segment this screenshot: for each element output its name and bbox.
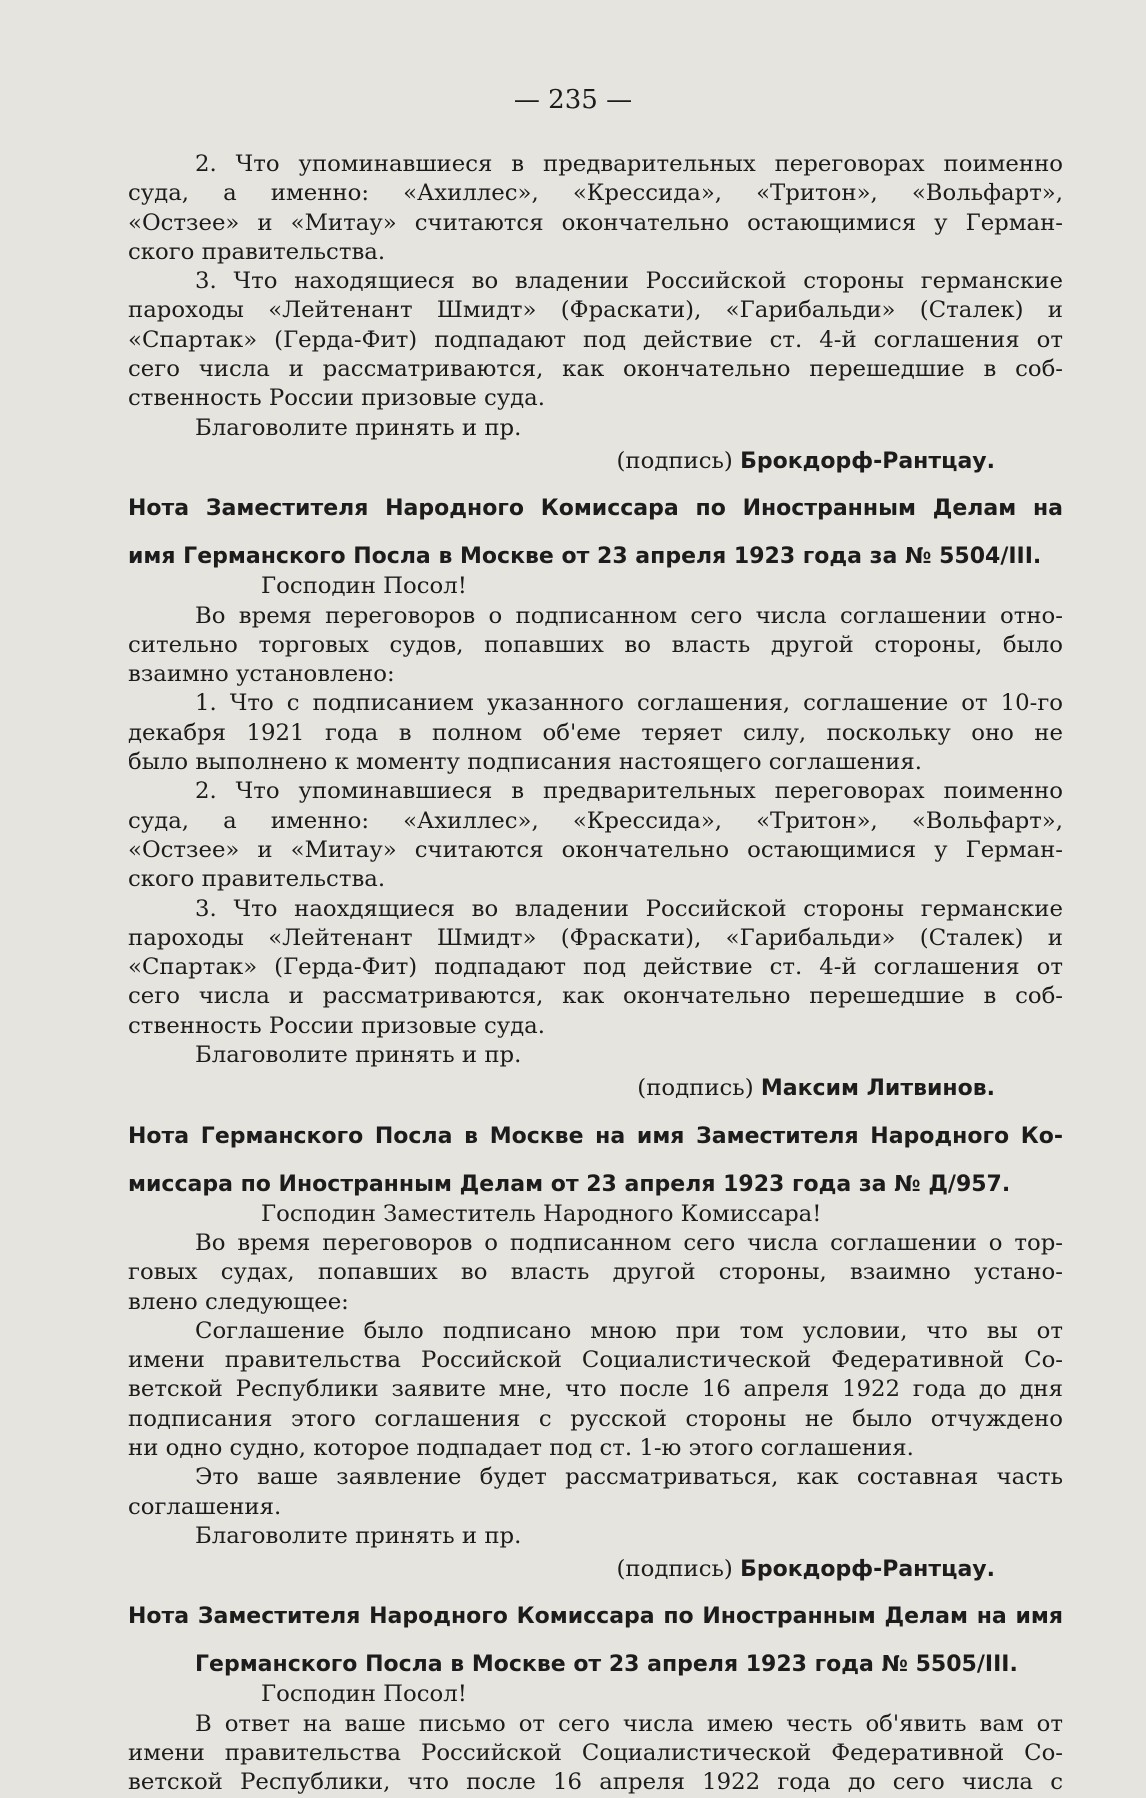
text-line: пароходы «Лейтенант Шмидт» (Фраскати), «Гарибальди» (Сталек) и: [128, 297, 1063, 324]
signatory-name: Брокдорф-Рантцау.: [740, 1557, 995, 1583]
text-line: Во время переговоров о подписанном сего числа соглашении о тор-: [195, 1229, 1063, 1256]
signature-line: [128, 1555, 1063, 1584]
note-heading-line: имя Германского Посла в Москве от 23 апреля 1923 года за № 5504/III.: [128, 544, 1042, 570]
note-heading-line: Нота Германского Посла в Москве на имя Заместителя Народного Ко-: [128, 1123, 1063, 1149]
text-line: Господин Заместитель Народного Комиссара!: [261, 1200, 822, 1227]
text-line: Господин Посол!: [261, 573, 467, 600]
text-line: Господин Посол!: [261, 1681, 467, 1708]
text-line: Благоволите принять и пр.: [195, 1042, 522, 1069]
text-line: было выполнено к моменту подписания настоящего соглашения.: [128, 749, 922, 776]
signature-line: [128, 447, 1063, 476]
page-number: — 235 —: [513, 85, 633, 115]
text-line: Благоволите принять и пр.: [195, 414, 522, 441]
text-line: взаимно установлено:: [128, 661, 395, 688]
text-line: 3. Что находящиеся во владении Российской стороны германские: [195, 268, 1063, 295]
text-line: Благоволите принять и пр.: [195, 1522, 522, 1549]
text-line: суда, а именно: «Ахиллес», «Крессида», «Тритон», «Вольфарт»,: [128, 180, 1063, 207]
signature-label: (подпись): [616, 1556, 741, 1583]
signatory-name: Максим Литвинов.: [760, 1076, 995, 1102]
signature-line: [128, 1074, 1063, 1103]
text-line: соглашения.: [128, 1493, 282, 1520]
text-line: суда, а именно: «Ахиллес», «Крессида», «Тритон», «Вольфарт»,: [128, 807, 1063, 834]
text-line: ветской Республики заявите мне, что после 16 апреля 1922 года до дня: [128, 1376, 1063, 1403]
text-line: Это ваше заявление будет рассматриваться, как составная часть: [195, 1464, 1063, 1491]
text-line: пароходы «Лейтенант Шмидт» (Фраскати), «Гарибальди» (Сталек) и: [128, 924, 1063, 951]
text-line: «Спартак» (Герда-Фит) подпадают под действие ст. 4-й соглашения от: [128, 326, 1063, 353]
text-line: имени правительства Российской Социалистической Федеративной Со-: [128, 1347, 1063, 1374]
text-line: ственность России призовые суда.: [128, 385, 546, 412]
text-line: «Остзее» и «Митау» считаются окончательно остающимися у Герман-: [128, 836, 1063, 863]
note-heading-line: Германского Посла в Москве от 23 апреля 1923 года № 5505/III.: [195, 1652, 1018, 1678]
text-line: подписания этого соглашения с русской стороны не было отчуждено: [128, 1405, 1063, 1432]
text-line: говых судах, попавших во власть другой стороны, взаимно устано-: [128, 1259, 1063, 1286]
note-heading-line: Нота Заместителя Народного Комиссара по Иностранным Делам на имя: [128, 1604, 1063, 1630]
text-line: влено следующее:: [128, 1288, 349, 1315]
text-line: ского правительства.: [128, 238, 386, 265]
text-line: ского правительства.: [128, 866, 386, 893]
text-line: «Спартак» (Герда-Фит) подпадают под действие ст. 4-й соглашения от: [128, 954, 1063, 981]
text-line: имени правительства Российской Социалистической Федеративной Со-: [128, 1740, 1063, 1767]
signatory-name: Брокдорф-Рантцау.: [740, 448, 995, 474]
note-heading-line: Нота Заместителя Народного Комиссара по Иностранным Делам на: [128, 496, 1063, 522]
signature-label: (подпись): [637, 1075, 761, 1102]
text-line: В ответ на ваше письмо от сего числа имею честь об'явить вам от: [195, 1710, 1063, 1737]
note-heading-line: миссара по Иностранным Делам от 23 апреля 1923 года за № Д/957.: [128, 1171, 1011, 1197]
text-line: 2. Что упоминавшиеся в предварительных переговорах поименно: [195, 151, 1063, 177]
text-line: декабря 1921 года в полном об'еме теряет силу, поскольку оно не: [128, 719, 1063, 746]
text-line: ни одно судно, которое подпадает под ст. 1-ю этого соглашения.: [128, 1434, 914, 1461]
text-line: «Остзее» и «Митау» считаются окончательно остающимися у Герман-: [128, 209, 1063, 236]
text-line: 3. Что наохдящиеся во владении Российской стороны германские: [195, 895, 1063, 922]
page-body: [128, 150, 1063, 1798]
text-line: ветской Республики, что после 16 апреля 1922 года до сего числа с: [128, 1769, 1063, 1796]
text-line: сего числа и рассматриваются, как окончательно перешедшие в соб-: [128, 983, 1063, 1010]
text-line: сительно торговых судов, попавших во власть другой стороны, было: [128, 631, 1063, 658]
text-line: ственность России призовые суда.: [128, 1012, 546, 1039]
signature-label: (подпись): [616, 447, 741, 474]
text-line: сего числа и рассматриваются, как окончательно перешедшие в соб-: [128, 356, 1063, 383]
text-line: 2. Что упоминавшиеся в предварительных переговорах поименно: [195, 778, 1063, 805]
text-line: Соглашение было подписано мною при том условии, что вы от: [195, 1317, 1063, 1344]
text-line: 1. Что с подписанием указанного соглашения, соглашение от 10-го: [195, 690, 1063, 717]
text-line: Во время переговоров о подписанном сего числа соглашении отно-: [195, 602, 1063, 629]
